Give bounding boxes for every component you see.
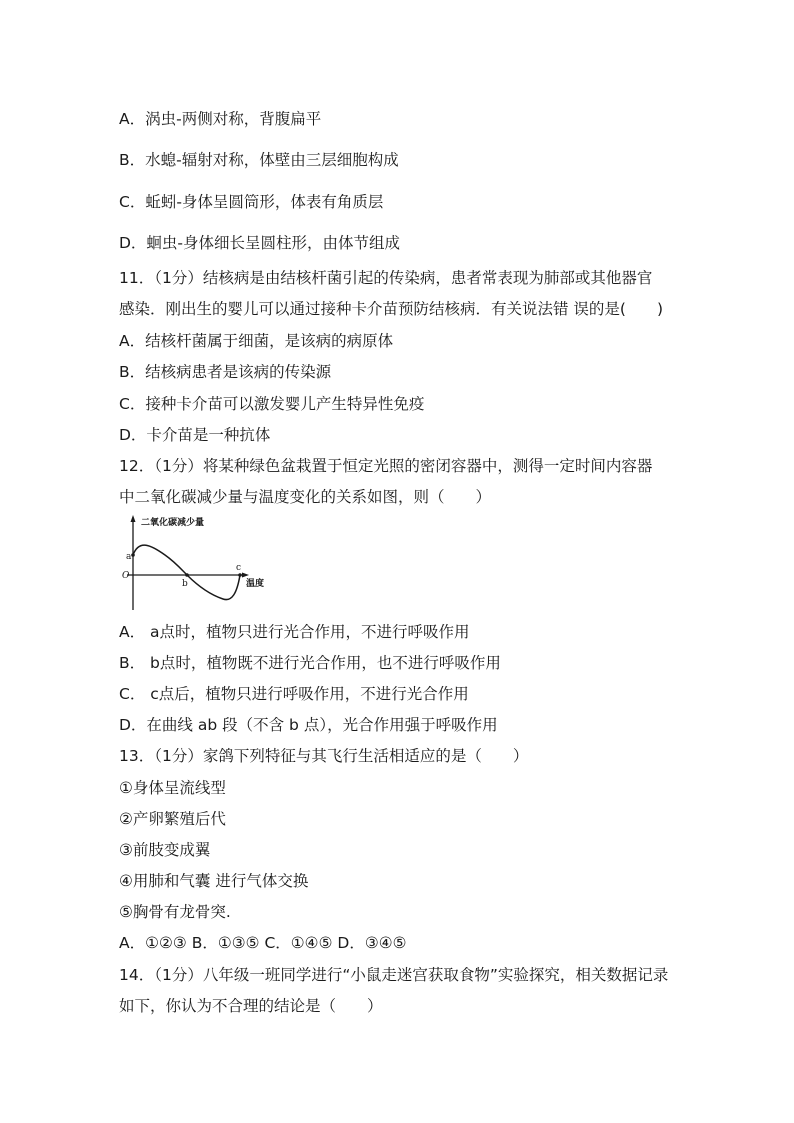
point-c-marker bbox=[238, 573, 242, 577]
q10-option-b: B．水螅-辐射对称，体壁由三层细胞构成 bbox=[119, 151, 399, 169]
point-a-label: a bbox=[126, 552, 132, 562]
q12-stem-line-1: 12．（1分）将某种绿色盆栽置于恒定光照的密闭容器中，测得一定时间内容器 bbox=[119, 457, 653, 475]
x-axis-label: 温度 bbox=[246, 579, 265, 589]
q14-stem-line-2: 如下，你认为不合理的结论是（ ） bbox=[119, 997, 383, 1015]
q13-item-3: ③前肢变成翼 bbox=[119, 841, 211, 859]
x-axis-arrow bbox=[242, 573, 249, 578]
y-axis-arrow bbox=[131, 515, 136, 522]
q11-stem-line-2: 感染．刚出生的婴儿可以通过接种卡介苗预防结核病．有关说法错 误的是( ) bbox=[119, 300, 664, 318]
q12-option-b: B． b点时，植物既不进行光合作用，也不进行呼吸作用 bbox=[119, 654, 501, 672]
y-axis-label: 二氧化碳减少量 bbox=[141, 518, 205, 528]
q13-item-2: ②产卵繁殖后代 bbox=[119, 810, 226, 828]
q11-option-b: B．结核病患者是该病的传染源 bbox=[119, 363, 332, 381]
q10-option-d: D．蛔虫-身体细长呈圆柱形，由体节组成 bbox=[119, 234, 401, 252]
point-b-marker bbox=[185, 573, 189, 577]
q11-option-c: C．接种卡介苗可以激发婴儿产生特异性免疫 bbox=[119, 395, 425, 413]
q10-option-c: C．蚯蚓-身体呈圆筒形，体表有角质层 bbox=[119, 193, 384, 211]
point-a-marker bbox=[131, 553, 135, 557]
co2-temperature-graph bbox=[119, 513, 279, 613]
q12-option-d: D．在曲线 ab 段（不含 b 点），光合作用强于呼吸作用 bbox=[119, 716, 498, 734]
point-c-label: c bbox=[236, 563, 242, 573]
q13-item-5: ⑤胸骨有龙骨突. bbox=[119, 903, 231, 921]
q11-option-d: D．卡介苗是一种抗体 bbox=[119, 426, 271, 444]
q10-option-a: A．涡虫-两侧对称，背腹扁平 bbox=[119, 110, 322, 128]
q12-stem-line-2: 中二氧化碳减少量与温度变化的关系如图，则（ ） bbox=[119, 488, 492, 506]
q11-option-a: A．结核杆菌属于细菌，是该病的病原体 bbox=[119, 332, 394, 350]
q13-item-1: ①身体呈流线型 bbox=[119, 779, 226, 797]
q13-choices: A．①②③ B．①③⑤ C．①④⑤ D．③④⑤ bbox=[119, 934, 407, 952]
q13-stem: 13．（1分）家鸽下列特征与其飞行生活相适应的是（ ） bbox=[119, 747, 529, 765]
q14-stem-line-1: 14．（1分）八年级一班同学进行“小鼠走迷宫获取食物”实验探究，相关数据记录 bbox=[119, 966, 669, 984]
q13-item-4: ④用肺和气囊 进行气体交换 bbox=[119, 872, 309, 890]
origin-label: O bbox=[122, 571, 130, 581]
co2-curve bbox=[133, 545, 240, 599]
q11-stem-line-1: 11．（1分）结核病是由结核杆菌引起的传染病，患者常表现为肺部或其他器官 bbox=[119, 269, 653, 287]
point-b-label: b bbox=[182, 579, 188, 589]
q12-option-c: C． c点后，植物只进行呼吸作用，不进行光合作用 bbox=[119, 685, 469, 703]
q12-option-a: A． a点时，植物只进行光合作用，不进行呼吸作用 bbox=[119, 623, 470, 641]
